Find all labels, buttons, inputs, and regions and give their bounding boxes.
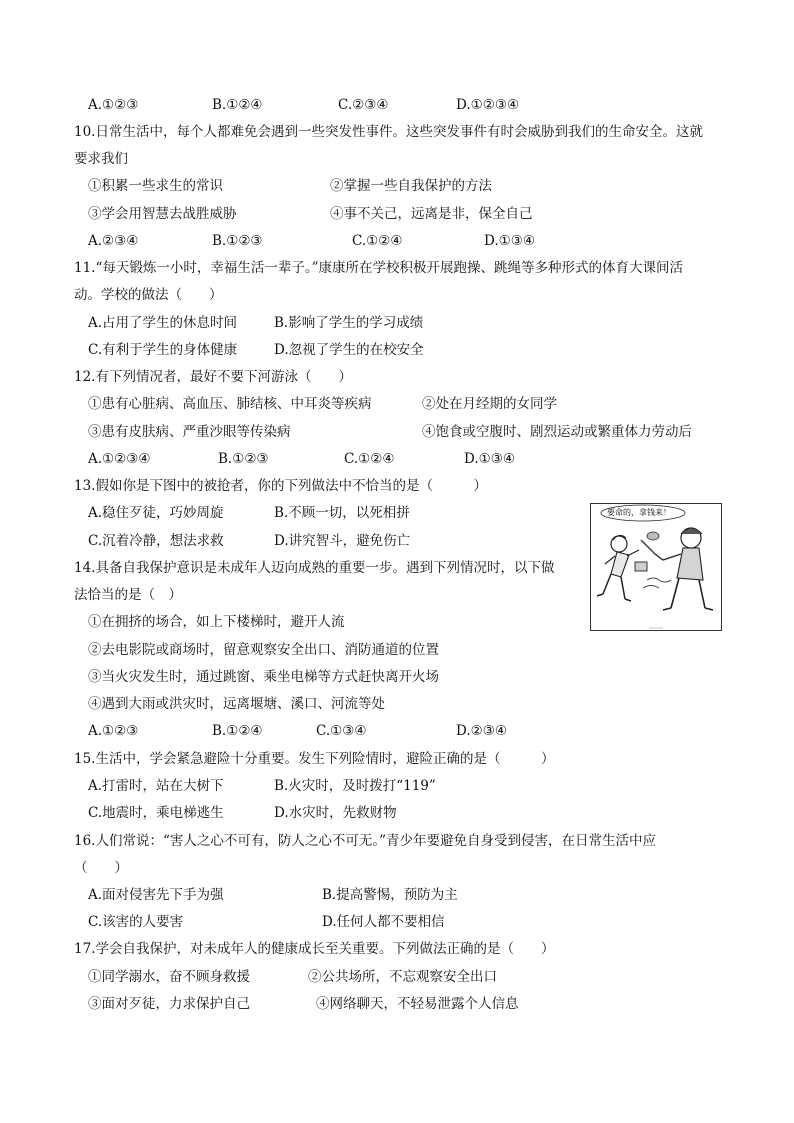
statement-3: ③患有皮肤病、严重沙眼等传染病: [88, 424, 291, 440]
statement-4: ④遇到大雨或洪灾时，远离堰塘、溪口、河流等处: [88, 696, 385, 712]
statement-1: ①积累一些求生的常识: [88, 178, 223, 194]
statement-3: ③当火灾发生时，通过跳窗、乘坐电梯等方式赶快离开火场: [88, 669, 439, 685]
option-d: D.①③④: [464, 451, 515, 467]
robbery-cartoon-icon: [591, 504, 721, 630]
option-d: D.②③④: [456, 723, 507, 739]
option-a: A.①②③④: [88, 451, 151, 467]
question-14-text: 14.具备自我保护意识是未成年人迈向成熟的重要一步。遇到下列情况时，以下做: [74, 560, 555, 576]
option-c: C.①②④: [352, 233, 403, 249]
question-12-text: 12.有下列情况者，最好不要下河游泳（ ）: [74, 369, 352, 385]
statement-4: ④事不关己，远离是非，保全自己: [330, 206, 533, 222]
option-b: B.火灾时，及时拨打“119”: [274, 778, 436, 794]
question-11-text: 11.“每天锻炼一小时，幸福生活一辈子。”康康所在学校积极开展跑操、跳绳等多种形式的体育大课间活: [74, 260, 684, 276]
option-a: A.面对侵害先下手为强: [88, 887, 224, 903]
option-a: A.打雷时，站在大树下: [88, 778, 224, 794]
option-b: B.不顾一切，以死相拼: [274, 505, 410, 521]
option-b: B.①②③: [218, 451, 269, 467]
statement-1: ①同学溺水，奋不顾身救援: [88, 969, 250, 985]
option-c: C.①②④: [344, 451, 395, 467]
question-16-text-cont: （ ）: [74, 860, 128, 876]
question-10-text: 10.日常生活中，每个人都难免会遇到一些突发性事件。这些突发事件有时会威胁到我们的生命安全。这就: [74, 124, 703, 140]
statement-3: ③面对歹徒，力求保护自己: [88, 996, 250, 1012]
option-c: C.沉着冷静，想法求救: [88, 533, 224, 549]
option-d: D.忽视了学生的在校安全: [274, 342, 424, 358]
option-b: B.提高警惕，预防为主: [322, 887, 458, 903]
statement-2: ②掌握一些自我保护的方法: [330, 178, 492, 194]
question-14-text-cont: 法恰当的是（ ）: [74, 587, 182, 603]
option-b: B.①②④: [212, 723, 263, 739]
option-d: D.讲究智斗，避免伤亡: [274, 533, 411, 549]
option-d: D.①②③④: [456, 97, 520, 113]
question-15-text: 15.生活中，学会紧急避险十分重要。发生下列险情时，避险正确的是（ ）: [74, 751, 555, 767]
statement-2: ②处在月经期的女同学: [422, 396, 557, 412]
option-a: A.稳住歹徒，巧妙周旋: [88, 505, 224, 521]
statement-1: ①在拥挤的场合，如上下楼梯时，避开人流: [88, 614, 345, 630]
option-b: B.影响了学生的学习成绩: [274, 315, 424, 331]
option-a: A.①②③: [88, 97, 139, 113]
option-c: C.有利于学生的身体健康: [88, 342, 238, 358]
statement-2: ②去电影院或商场时，留意观察安全出口、消防通道的位置: [88, 642, 439, 658]
question-11-text-cont: 动。学校的做法（ ）: [74, 287, 223, 303]
option-b: B.①②④: [212, 97, 263, 113]
option-c: C.该害的人要害: [88, 914, 184, 930]
option-d: D.水灾时，先救财物: [274, 805, 397, 821]
option-d: D.①③④: [484, 233, 535, 249]
statement-4: ④网络聊天，不轻易泄露个人信息: [316, 996, 519, 1012]
option-c: C.①③④: [316, 723, 367, 739]
option-c: C.②③④: [338, 97, 389, 113]
robbery-illustration: [590, 503, 722, 631]
speech-bubble-text: 要命的，拿钱来！: [607, 508, 671, 517]
question-16-text: 16.人们常说：“害人之心不可有，防人之心不可无。”青少年要避免自身受到侵害，在日常生活中应: [74, 833, 657, 849]
option-c: C.地震时，乘电梯逃生: [88, 805, 224, 821]
option-a: A.②③④: [88, 233, 139, 249]
option-a: A.①②③: [88, 723, 139, 739]
question-13-text: 13.假如你是下图中的被抢者，你的下列做法中不恰当的是（ ）: [74, 478, 487, 494]
statement-1: ①患有心脏病、高血压、肺结核、中耳炎等疾病: [88, 396, 372, 412]
question-10-text-cont: 要求我们: [74, 151, 128, 167]
option-b: B.①②③: [212, 233, 263, 249]
option-d: D.任何人都不要相信: [322, 914, 445, 930]
statement-4: ④饱食或空腹时、剧烈运动或繁重体力劳动后: [422, 424, 692, 440]
statement-3: ③学会用智慧去战胜威胁: [88, 206, 237, 222]
statement-2: ②公共场所，不忘观察安全出口: [308, 969, 497, 985]
option-a: A.占用了学生的休息时间: [88, 315, 238, 331]
question-17-text: 17.学会自我保护，对未成年人的健康成长至关重要。下列做法正确的是（ ）: [74, 941, 555, 957]
